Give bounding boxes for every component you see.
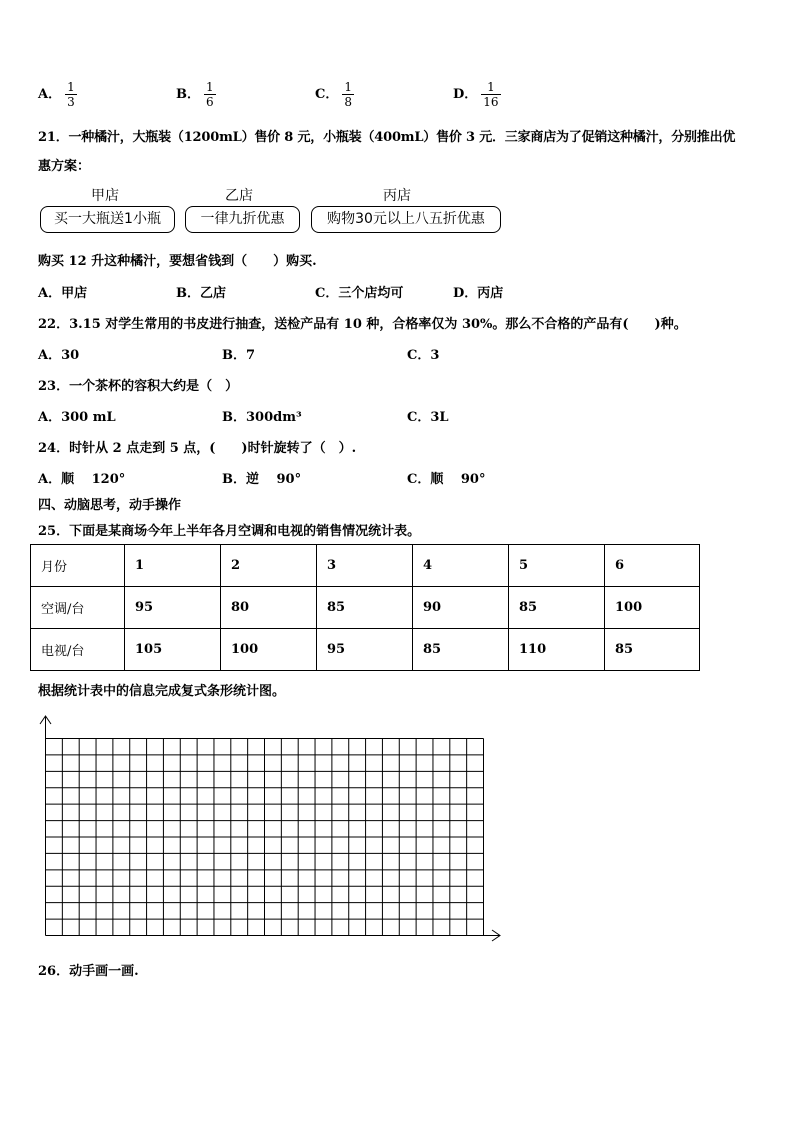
q24-option-b: B．逆 90° [222, 472, 302, 487]
table-cell: 1 [125, 545, 221, 587]
shop-offer-bing: 购物30元以上八五折优惠 [311, 206, 501, 233]
q22-option-a: A．30 [38, 348, 80, 363]
table-cell: 4 [413, 545, 509, 587]
q23-text: 23．一个茶杯的容积大约是（ ） [38, 379, 239, 394]
q22-option-c: C．3 [407, 348, 440, 363]
table-cell: 85 [317, 587, 413, 629]
table-cell: 5 [509, 545, 605, 587]
shop-name-bing: 丙店 [383, 188, 411, 204]
table-cell: 95 [125, 587, 221, 629]
q21-option-c: C．三个店均可 [315, 286, 404, 301]
q20-option-c: C． $\frac{1}{8}$ [315, 80, 352, 109]
q21-text-line1: 21．一种橘汁，大瓶装（1200mL）售价 8 元，小瓶装（400mL）售价 3 元．三家商店为了促销这种橘汁，分别推出优 [38, 130, 736, 145]
q26-text: 26．动手画一画. [38, 964, 139, 979]
table-cell: 空调/台 [31, 587, 125, 629]
q21-option-a: A．甲店 [38, 286, 88, 301]
q24-option-c: C．顺 90° [407, 472, 486, 487]
q23-option-c: C．3L [407, 410, 449, 425]
q23-option-b: B．300dm³ [222, 410, 302, 425]
table-cell: 85 [509, 587, 605, 629]
q21-text-line2: 惠方案： [38, 159, 91, 174]
q21-option-b: B．乙店 [176, 286, 226, 301]
table-cell: 90 [413, 587, 509, 629]
q21-option-d: D．丙店 [453, 286, 504, 301]
q24-text: 24．时针从 2 点走到 5 点，( )时针旋转了（ ）. [38, 441, 357, 456]
table-cell: 110 [509, 629, 605, 671]
q23-option-a: A．300 mL [38, 410, 116, 425]
q20-option-b: B． $\frac{1}{6}$ [176, 80, 214, 109]
q25-instruction: 根据统计表中的信息完成复式条形统计图。 [38, 684, 286, 699]
table-cell: 85 [413, 629, 509, 671]
table-cell: 105 [125, 629, 221, 671]
grid-lines [46, 739, 484, 936]
shop-offer-yi: 一律九折优惠 [185, 206, 300, 233]
table-cell: 95 [317, 629, 413, 671]
x-axis-arrow-icon [46, 930, 501, 941]
q21-question: 购买 12 升这种橘汁，要想省钱到（ ）购买. [38, 254, 317, 269]
table-cell: 3 [317, 545, 413, 587]
q25-text: 25．下面是某商场今年上半年各月空调和电视的销售情况统计表。 [38, 524, 421, 539]
shop-name-jia: 甲店 [91, 188, 119, 204]
q20-option-a: A． $\frac{1}{3}$ [38, 80, 75, 109]
table-cell: 2 [221, 545, 317, 587]
table-cell: 6 [605, 545, 700, 587]
table-cell: 80 [221, 587, 317, 629]
table-cell: 电视/台 [31, 629, 125, 671]
table-cell: 85 [605, 629, 700, 671]
shop-offer-jia: 买一大瓶送1小瓶 [40, 206, 175, 233]
q22-option-b: B．7 [222, 348, 256, 363]
table-cell: 月份 [31, 545, 125, 587]
table-cell: 100 [221, 629, 317, 671]
q24-option-a: A．顺 120° [38, 472, 126, 487]
table-cell: 100 [605, 587, 700, 629]
shop-name-yi: 乙店 [225, 188, 253, 204]
q22-text: 22．3.15 对学生常用的书皮进行抽查，送检产品有 10 种，合格率仅为 30%。那么不合格的产品有( )种。 [38, 317, 687, 332]
section-heading: 四、动脑思考，动手操作 [38, 498, 182, 513]
q20-option-d: D． $\frac{1}{16}$ [453, 80, 499, 109]
